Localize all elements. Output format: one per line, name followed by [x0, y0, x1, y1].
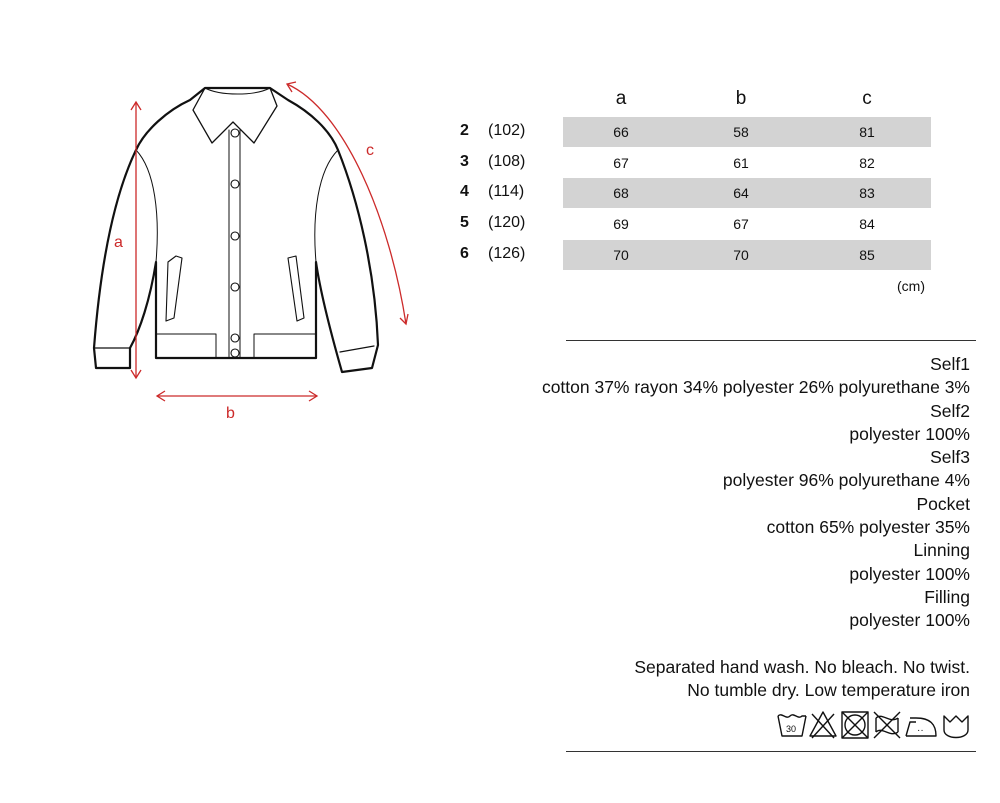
- right-pocket: [288, 256, 304, 321]
- divider: [566, 340, 976, 341]
- material-label: Pocket: [916, 493, 970, 514]
- cell-c: 84: [859, 216, 875, 232]
- material-label: Self2: [930, 400, 970, 421]
- no-wring-icon: [874, 712, 900, 738]
- care-symbols: [776, 708, 972, 742]
- buttons: [231, 129, 239, 357]
- material-label: Self1: [930, 354, 970, 374]
- hand-wash-30-icon: [778, 715, 806, 736]
- table-row: [455, 178, 935, 208]
- cell-a: 70: [613, 247, 629, 263]
- size-label: 4: [460, 183, 469, 200]
- no-tumble-dry-icon: [842, 712, 868, 738]
- cell-a: 66: [613, 124, 629, 140]
- column-header-b: b: [735, 88, 747, 109]
- cell-c: 85: [859, 247, 875, 263]
- material-content: cotton 65% polyester 35%: [766, 517, 970, 538]
- cell-a: 68: [613, 185, 629, 201]
- care-line: Separated hand wash. No bleach. No twist.: [634, 657, 970, 677]
- measurement-lines: [131, 82, 408, 401]
- cell-b: 64: [733, 185, 749, 201]
- material-content: polyester 100%: [849, 423, 970, 444]
- cell-b: 67: [733, 216, 749, 232]
- iron-dots: ··: [917, 725, 924, 736]
- material-content: polyester 100%: [849, 563, 970, 584]
- divider: [566, 751, 976, 752]
- jacket-diagram: [0, 0, 430, 440]
- cell-c: 81: [859, 124, 875, 140]
- size-label: 3: [460, 153, 469, 170]
- cell-b: 58: [733, 124, 749, 140]
- material-content: polyester 100%: [849, 610, 970, 631]
- cell-c: 82: [859, 155, 875, 171]
- care-line: No tumble dry. Low temperature iron: [687, 680, 970, 701]
- column-header-c: c: [862, 88, 872, 109]
- table-row: [455, 240, 935, 270]
- left-pocket: [166, 256, 182, 321]
- hand-wash-icon: [944, 716, 968, 738]
- chest-measure: (108): [488, 153, 526, 170]
- size-label: 2: [460, 122, 469, 139]
- chest-measure: (102): [488, 122, 526, 139]
- size-label: 5: [460, 214, 469, 231]
- size-label: 6: [460, 245, 469, 262]
- unit-label: (cm): [897, 278, 925, 294]
- cell-c: 83: [859, 185, 875, 201]
- care-instructions: [634, 656, 970, 703]
- low-iron-icon: [906, 718, 936, 736]
- no-bleach-icon: [810, 712, 836, 738]
- table-row: [455, 148, 935, 178]
- cell-b: 61: [733, 155, 749, 171]
- material-label: Filling: [924, 586, 970, 607]
- cell-b: 70: [733, 247, 749, 263]
- chest-measure: (120): [488, 214, 526, 231]
- composition-list: [542, 353, 970, 633]
- cell-a: 67: [613, 155, 629, 171]
- wash-temp: 30: [786, 724, 797, 734]
- chest-measure: (114): [488, 183, 525, 200]
- material-content: polyester 96% polyurethane 4%: [722, 470, 970, 491]
- label-b: b: [226, 405, 235, 422]
- column-header-a: a: [615, 88, 627, 109]
- chest-measure: (126): [488, 245, 526, 262]
- table-row: [455, 209, 935, 239]
- material-label: Linning: [913, 540, 970, 561]
- label-a: a: [114, 234, 123, 251]
- cell-a: 69: [613, 216, 629, 232]
- material-label: Self3: [930, 447, 970, 468]
- material-content: cotton 37% rayon 34% polyester 26% polyurethane 3%: [541, 377, 970, 398]
- table-row: [455, 117, 935, 147]
- label-c: c: [366, 142, 374, 159]
